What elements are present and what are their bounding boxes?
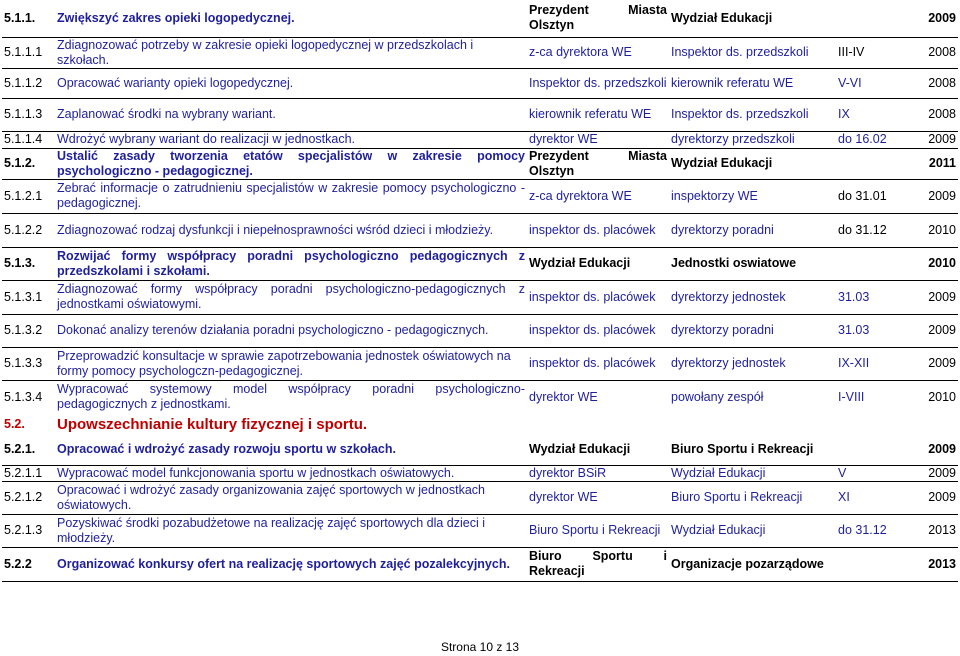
table-row: [2, 148, 958, 179]
year: 2008: [908, 68, 958, 98]
year: 2009: [908, 434, 958, 465]
row-number: 5.1.3.: [2, 247, 55, 280]
table-row: [2, 434, 958, 465]
action-plan-table: [2, 0, 958, 582]
row-number: 5.1.3.3: [2, 347, 55, 380]
row-number: 5.1.2.1: [2, 179, 55, 213]
partner: inspektorzy WE: [669, 179, 836, 213]
year: 2009: [908, 179, 958, 213]
task-text: Wypracować systemowy model współpracy poradni psychologiczno-pedagogicznych z jednostkami.: [57, 382, 525, 412]
table-row: [2, 280, 958, 314]
responsible: inspektor ds. placówek: [527, 347, 669, 380]
section-title: Upowszechnianie kultury fizycznej i sportu.: [57, 415, 368, 433]
responsible: Prezydent Miasta Olsztyn: [529, 148, 667, 178]
partner: Biuro Sportu i Rekreacji: [669, 481, 836, 514]
partner: kierownik referatu WE: [669, 68, 836, 98]
task-text: Zdiagnozować rodzaj dysfunkcji i niepełnosprawności wśród dzieci i młodzieży.: [55, 213, 527, 247]
term: [836, 247, 908, 280]
year: 2008: [908, 37, 958, 68]
task-text: Organizować konkursy ofert na realizację sportowych zajęć pozalekcyjnych.: [55, 547, 527, 581]
task-text: Zdiagnozować potrzeby w zakresie opieki logopedycznej w przedszkolach i szkołach.: [55, 37, 527, 68]
term: 31.03: [836, 314, 908, 347]
section-row: [2, 414, 958, 434]
year: 2010: [908, 247, 958, 280]
responsible: kierownik referatu WE: [527, 98, 669, 131]
table-row: [2, 179, 958, 213]
term: IX-XII: [836, 347, 908, 380]
table-row: [2, 465, 958, 481]
table-row: [2, 481, 958, 514]
partner: Inspektor ds. przedszkoli: [669, 37, 836, 68]
task-text: Zwiększyć zakres opieki logopedycznej.: [55, 0, 527, 37]
responsible: dyrektor WE: [529, 389, 598, 404]
table-row: [2, 131, 958, 148]
responsible: inspektor ds. placówek: [527, 314, 669, 347]
responsible: inspektor ds. placówek: [527, 213, 669, 247]
responsible: z-ca dyrektora WE: [527, 179, 669, 213]
table-row: [2, 247, 958, 280]
year: 2011: [908, 148, 958, 179]
task-text: Przeprowadzić konsultacje w sprawie zapotrzebowania jednostek oświatowych na formy pomocy psychologczn-pedagogicznej.: [55, 347, 527, 380]
task-text: Ustalić zasady tworzenia etatów specjalistów w zakresie pomocy psychologiczno - pedagogicznej.: [57, 148, 525, 178]
task-text: Pozyskiwać środki pozabudżetowe na realizację zajęć sportowych dla dzieci i młodzieży.: [55, 514, 527, 547]
year: 2009: [908, 280, 958, 314]
row-number: 5.1.3.1: [2, 280, 55, 314]
row-number: 5.1.1.4: [2, 131, 55, 148]
partner: Inspektor ds. przedszkoli: [669, 98, 836, 131]
partner: dyrektorzy jednostek: [669, 280, 836, 314]
row-number: 5.1.1.: [2, 0, 55, 37]
responsible: dyrektor WE: [527, 481, 669, 514]
term: do 16.02: [836, 131, 908, 148]
term: V: [836, 465, 908, 481]
year: 2008: [908, 98, 958, 131]
responsible: Wydział Edukacji: [527, 247, 669, 280]
table-row: [2, 213, 958, 247]
task-text: Rozwijać formy współpracy poradni psychologiczno pedagogicznych z przedszkolami i szkołami.: [55, 247, 527, 280]
row-number: 5.2.2: [2, 547, 55, 581]
year: 2009: [908, 465, 958, 481]
partner: Wydział Edukacji: [669, 0, 836, 37]
year: 2009: [908, 131, 958, 148]
term: do 31.12: [836, 514, 908, 547]
responsible: Biuro Sportu i Rekreacji: [527, 547, 669, 581]
task-text: Wdrożyć wybrany wariant do realizacji w jednostkach.: [55, 131, 527, 148]
row-number: 5.1.1.2: [2, 68, 55, 98]
row-number: 5.1.3.4: [4, 389, 43, 404]
task-text: Opracować warianty opieki logopedycznej.: [55, 68, 527, 98]
table-row: [2, 347, 958, 380]
row-number: 5.1.2.: [2, 148, 55, 179]
term: XI: [836, 481, 908, 514]
table-row: [2, 547, 958, 581]
term: V-VI: [836, 68, 908, 98]
table-row: [2, 314, 958, 347]
row-number: 5.2.1.2: [2, 481, 55, 514]
task-text: Opracować i wdrożyć zasady organizowania zajęć sportowych w jednostkach oświatowych.: [55, 481, 527, 514]
year: 2013: [908, 547, 958, 581]
table-row: [2, 37, 958, 68]
year: 2009: [908, 481, 958, 514]
partner: dyrektorzy poradni: [669, 213, 836, 247]
responsible: z-ca dyrektora WE: [527, 37, 669, 68]
partner: Jednostki oswiatowe: [669, 247, 836, 280]
responsible: Wydział Edukacji: [527, 434, 669, 465]
responsible: Biuro Sportu i Rekreacji: [527, 514, 669, 547]
term: do 31.12: [836, 213, 908, 247]
term: [836, 547, 908, 581]
year: 2010: [928, 389, 956, 404]
term: [836, 148, 908, 179]
row-number: 5.2.1.1: [2, 465, 55, 481]
table-row: [2, 68, 958, 98]
row-number: 5.2.1.3: [2, 514, 55, 547]
term: 31.03: [836, 280, 908, 314]
year: 2009: [908, 314, 958, 347]
row-number: 5.2.1.: [2, 434, 55, 465]
term: IX: [836, 98, 908, 131]
partner: Wydział Edukacji: [669, 514, 836, 547]
responsible: Prezydent Miasta Olsztyn: [527, 0, 669, 37]
table-row: [2, 514, 958, 547]
partner: dyrektorzy przedszkoli: [669, 131, 836, 148]
task-text: Zdiagnozować formy współpracy poradni psychologiczno-pedagogicznych z jednostkami oświatowymi.: [55, 280, 527, 314]
task-text: Zaplanować środki na wybrany wariant.: [55, 98, 527, 131]
year: 2009: [908, 0, 958, 37]
partner: Biuro Sportu i Rekreacji: [669, 434, 836, 465]
responsible: inspektor ds. placówek: [527, 280, 669, 314]
year: 2013: [908, 514, 958, 547]
row-number: 5.1.1.1: [2, 37, 55, 68]
term: III-IV: [836, 37, 908, 68]
year: 2009: [908, 347, 958, 380]
term: [836, 0, 908, 37]
row-number: 5.1.2.2: [2, 213, 55, 247]
responsible: Inspektor ds. przedszkoli: [527, 68, 669, 98]
section-number: 5.2.: [4, 416, 25, 431]
task-text: Zebrać informacje o zatrudnieniu specjalistów w zakresie pomocy psychologiczno - pedagogicznej.: [55, 179, 527, 213]
row-number: 5.1.3.2: [2, 314, 55, 347]
responsible: dyrektor BSiR: [527, 465, 669, 481]
term: do 31.01: [836, 179, 908, 213]
partner: dyrektorzy poradni: [669, 314, 836, 347]
partner: Wydział Edukacji: [669, 148, 836, 179]
table-row: [2, 380, 958, 414]
row-number: 5.1.1.3: [2, 98, 55, 131]
page-footer: Strona 10 z 13: [440, 640, 520, 654]
table-row: [2, 98, 958, 131]
term: [836, 434, 908, 465]
table-row: [2, 0, 958, 37]
task-text: Opracować i wdrożyć zasady rozwoju sportu w szkołach.: [55, 434, 527, 465]
partner: Wydział Edukacji: [669, 465, 836, 481]
partner: dyrektorzy jednostek: [669, 347, 836, 380]
partner: Organizacje pozarządowe: [669, 547, 836, 581]
task-text: Wypracować model funkcjonowania sportu w jednostkach oświatowych.: [55, 465, 527, 481]
responsible: dyrektor WE: [527, 131, 669, 148]
year: 2010: [908, 213, 958, 247]
term: I-VIII: [838, 389, 865, 404]
task-text: Dokonać analizy terenów działania poradni psychologiczno - pedagogicznych.: [55, 314, 527, 347]
partner: powołany zespół: [671, 389, 764, 404]
